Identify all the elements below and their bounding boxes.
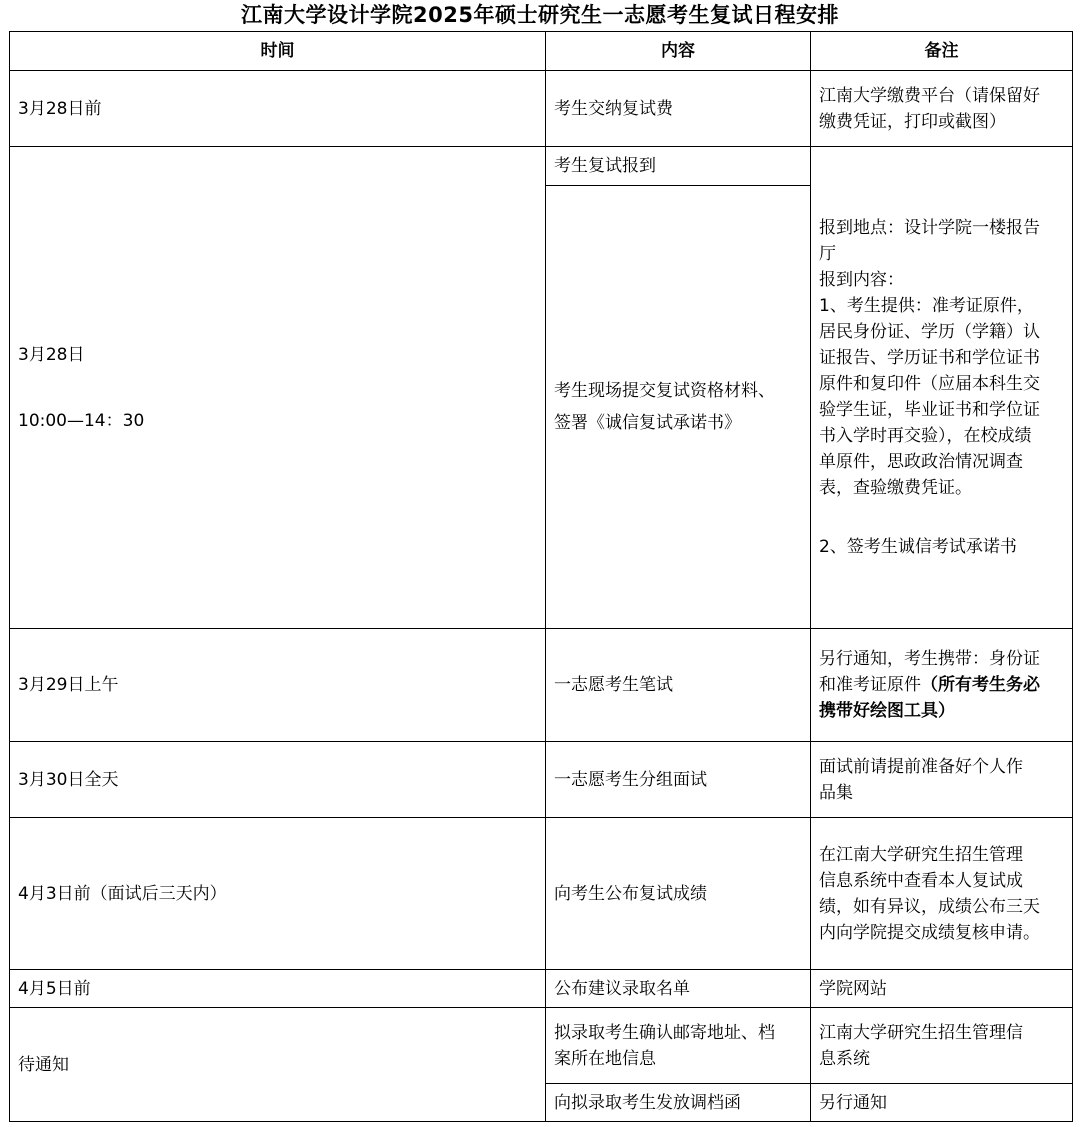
- header-time: 时间: [10, 32, 546, 71]
- time-cell: [10, 147, 546, 629]
- remark-text: 和准考证原件: [819, 675, 921, 695]
- remark-line: 信息系统中查看本人复试成: [819, 870, 1023, 891]
- remark-line: 表，查验缴费凭证。: [819, 478, 972, 499]
- remark-line: 内向学院提交成绩复核申请。: [819, 922, 1040, 943]
- time-cell: 待通知: [10, 1008, 546, 1122]
- content-cell: 一志愿考生笔试: [546, 629, 811, 742]
- remark-line: 息系统: [819, 1048, 870, 1069]
- remark-cell: [811, 147, 1073, 629]
- remark-cell: [811, 1008, 1073, 1084]
- time-cell: 3月29日上午: [10, 629, 546, 742]
- remark-line: 另行通知，考生携带：身份证: [819, 649, 1040, 669]
- content-cell: [546, 1008, 811, 1084]
- header-row: [10, 32, 1073, 71]
- remark-line: [819, 672, 1064, 698]
- time-cell: 3月30日全天: [10, 742, 546, 818]
- content-line: 考生现场提交复试资格材料、: [554, 381, 775, 401]
- time-cell: 4月5日前: [10, 970, 546, 1008]
- content-line: 案所在地信息: [554, 1048, 656, 1069]
- remark-line: 单原件，思政政治情况调查: [819, 452, 1023, 473]
- content-cell: 向考生公布复试成绩: [546, 818, 811, 970]
- content-line: 签署《诚信复试承诺书》: [554, 413, 741, 433]
- content-cell: 考生复试报到: [546, 147, 811, 186]
- content-cell: [546, 186, 811, 629]
- remark-line: 面试前请提前准备好个人作: [819, 756, 1023, 777]
- content-line: 拟录取考生确认邮寄地址、档: [554, 1022, 775, 1043]
- remark-cell: [811, 71, 1073, 147]
- remark-line: 验学生证，毕业证书和学位证: [819, 400, 1040, 421]
- header-content: 内容: [546, 32, 811, 71]
- header-remark: 备注: [811, 32, 1073, 71]
- table-row: [10, 71, 1073, 147]
- remark-emphasis: （所有考生务必: [921, 675, 1040, 695]
- remark-line: 居民身份证、学历（学籍）认: [819, 322, 1040, 343]
- remark-line: 2、签考生诚信考试承诺书: [819, 536, 1017, 557]
- table-row: [10, 742, 1073, 818]
- content-cell: 一志愿考生分组面试: [546, 742, 811, 818]
- remark-line: 在江南大学研究生招生管理: [819, 844, 1023, 865]
- remark-line: 报到地点：设计学院一楼报告: [819, 218, 1040, 239]
- remark-line: 1、考生提供：准考证原件，: [819, 296, 1034, 317]
- remark-cell: [811, 818, 1073, 970]
- remark-cell: [811, 629, 1073, 742]
- table-row: [10, 147, 1073, 186]
- table-row: [10, 629, 1073, 742]
- remark-line: 原件和复印件（应届本科生交: [819, 374, 1040, 395]
- remark-line: 江南大学缴费平台（请保留好: [819, 85, 1040, 106]
- remark-line: 证报告、学历证书和学位证书: [819, 348, 1040, 369]
- time-line: 10:00—14：30: [18, 410, 145, 431]
- remark-cell: 另行通知: [811, 1084, 1073, 1122]
- schedule-table: [9, 31, 1073, 1122]
- remark-cell: [811, 742, 1073, 818]
- remark-line: 品集: [819, 782, 853, 803]
- time-line: 3月28日: [18, 344, 85, 365]
- remark-line: 缴费凭证，打印或截图）: [819, 111, 1006, 132]
- remark-emphasis: 携带好绘图工具）: [819, 701, 955, 721]
- page-title: 江南大学设计学院2025年硕士研究生一志愿考生复试日程安排: [241, 3, 839, 27]
- remark-cell: 学院网站: [811, 970, 1073, 1008]
- remark-line: 江南大学研究生招生管理信: [819, 1022, 1023, 1043]
- remark-line: 绩，如有异议，成绩公布三天: [819, 896, 1040, 917]
- table-row: [10, 818, 1073, 970]
- remark-line: 报到内容：: [819, 270, 904, 291]
- time-cell: 3月28日前: [10, 71, 546, 147]
- table-row: [10, 1008, 1073, 1084]
- remark-line: 书入学时再交验），在校成绩: [819, 426, 1032, 447]
- content-cell: 考生交纳复试费: [546, 71, 811, 147]
- content-cell: 向拟录取考生发放调档函: [546, 1084, 811, 1122]
- time-cell: 4月3日前（面试后三天内）: [10, 818, 546, 970]
- remark-line: 厅: [819, 244, 836, 265]
- content-cell: 公布建议录取名单: [546, 970, 811, 1008]
- table-row: [10, 970, 1073, 1008]
